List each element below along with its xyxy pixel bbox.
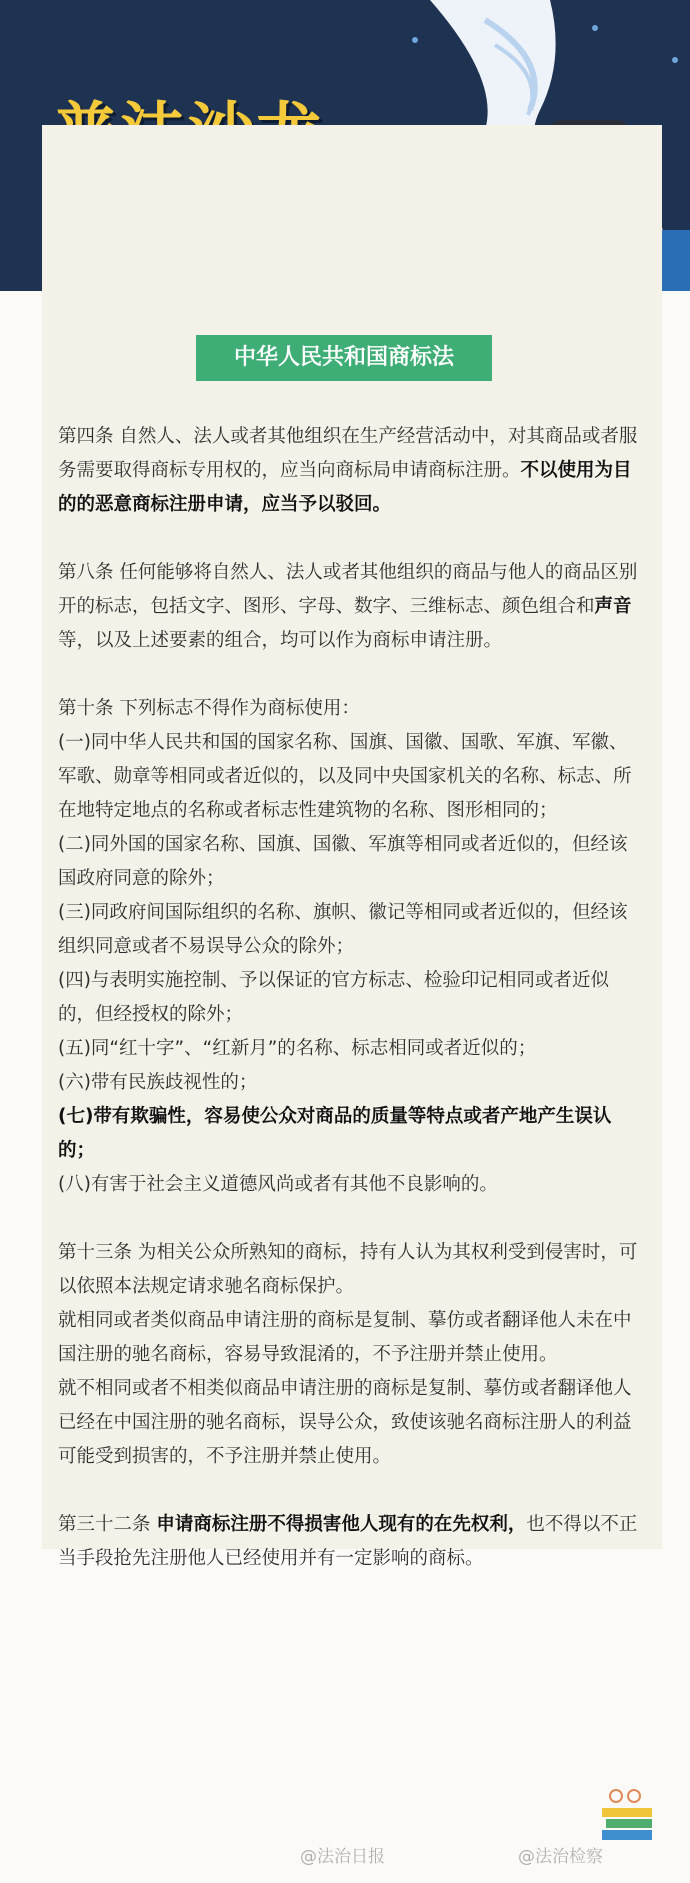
article-32: 第三十二条 申请商标注册不得损害他人现有的在先权利，也不得以不正当手段抢先注册他人已经使用并有一定影响的商标。 — [58, 1514, 638, 1569]
watermark-fazhiribao: @法治日报 — [300, 1847, 385, 1867]
article-10-item: (八)有害于社会主义道德风尚或者有其他不良影响的。 — [58, 1174, 498, 1195]
article-10 — [58, 692, 638, 1202]
article-10-item-bold: (七)带有欺骗性，容易使公众对商品的质量等特点或者产地产生误认的； — [58, 1106, 612, 1161]
article-13-p2: 就相同或者类似商品申请注册的商标是复制、摹仿或者翻译他人未在中国注册的驰名商标，容易导致混淆的，不予注册并禁止使用。 — [58, 1310, 632, 1365]
article-10-item: (二)同外国的国家名称、国旗、国徽、军旗等相同或者近似的，但经该国政府同意的除外； — [58, 834, 628, 889]
article-10-item: (三)同政府间国际组织的名称、旗帜、徽记等相同或者近似的，但经该组织同意或者不易误导公众的除外； — [58, 902, 628, 957]
law-content — [58, 420, 638, 1610]
article-10-item: (四)与表明实施控制、予以保证的官方标志、检验印记相同或者近似的，但经授权的除外； — [58, 970, 609, 1025]
article-4: 第四条 自然人、法人或者其他组织在生产经营活动中，对其商品或者服务需要取得商标专用权的，应当向商标局申请商标注册。不以使用为目的的恶意商标注册申请，应当予以驳回。 — [58, 426, 638, 515]
article-10-item: (六)带有民族歧视性的； — [58, 1072, 258, 1093]
books-icon — [600, 1786, 656, 1846]
article-10-intro: 第十条 下列标志不得作为商标使用： — [58, 698, 360, 719]
watermark-fazhijiancha: @法治检察 — [518, 1847, 603, 1867]
article-10-item: (一)同中华人民共和国的国家名称、国旗、国徽、国歌、军旗、军徽、军歌、勋章等相同或者近似的，以及同中央国家机关的名称、标志、所在地特定地点的名称或者标志性建筑物的名称、图形相同的； — [58, 732, 632, 821]
article-13-p1: 第十三条 为相关公众所熟知的商标，持有人认为其权利受到侵害时，可以依照本法规定请求驰名商标保护。 — [58, 1242, 638, 1297]
article-10-item: (五)同“红十字”、“红新月”的名称、标志相同或者近似的； — [58, 1038, 537, 1059]
article-13 — [58, 1236, 638, 1474]
article-8: 第八条 任何能够将自然人、法人或者其他组织的商品与他人的商品区别开的标志，包括文字、图形、字母、数字、三维标志、颜色组合和声音等，以及上述要素的组合，均可以作为商标申请注册。 — [58, 562, 638, 651]
law-heading: 中华人民共和国商标法 — [196, 335, 492, 381]
article-13-p3: 就不相同或者不相类似商品申请注册的商标是复制、摹仿或者翻译他人已经在中国注册的驰名商标，误导公众，致使该驰名商标注册人的利益可能受到损害的，不予注册并禁止使用。 — [58, 1378, 632, 1467]
